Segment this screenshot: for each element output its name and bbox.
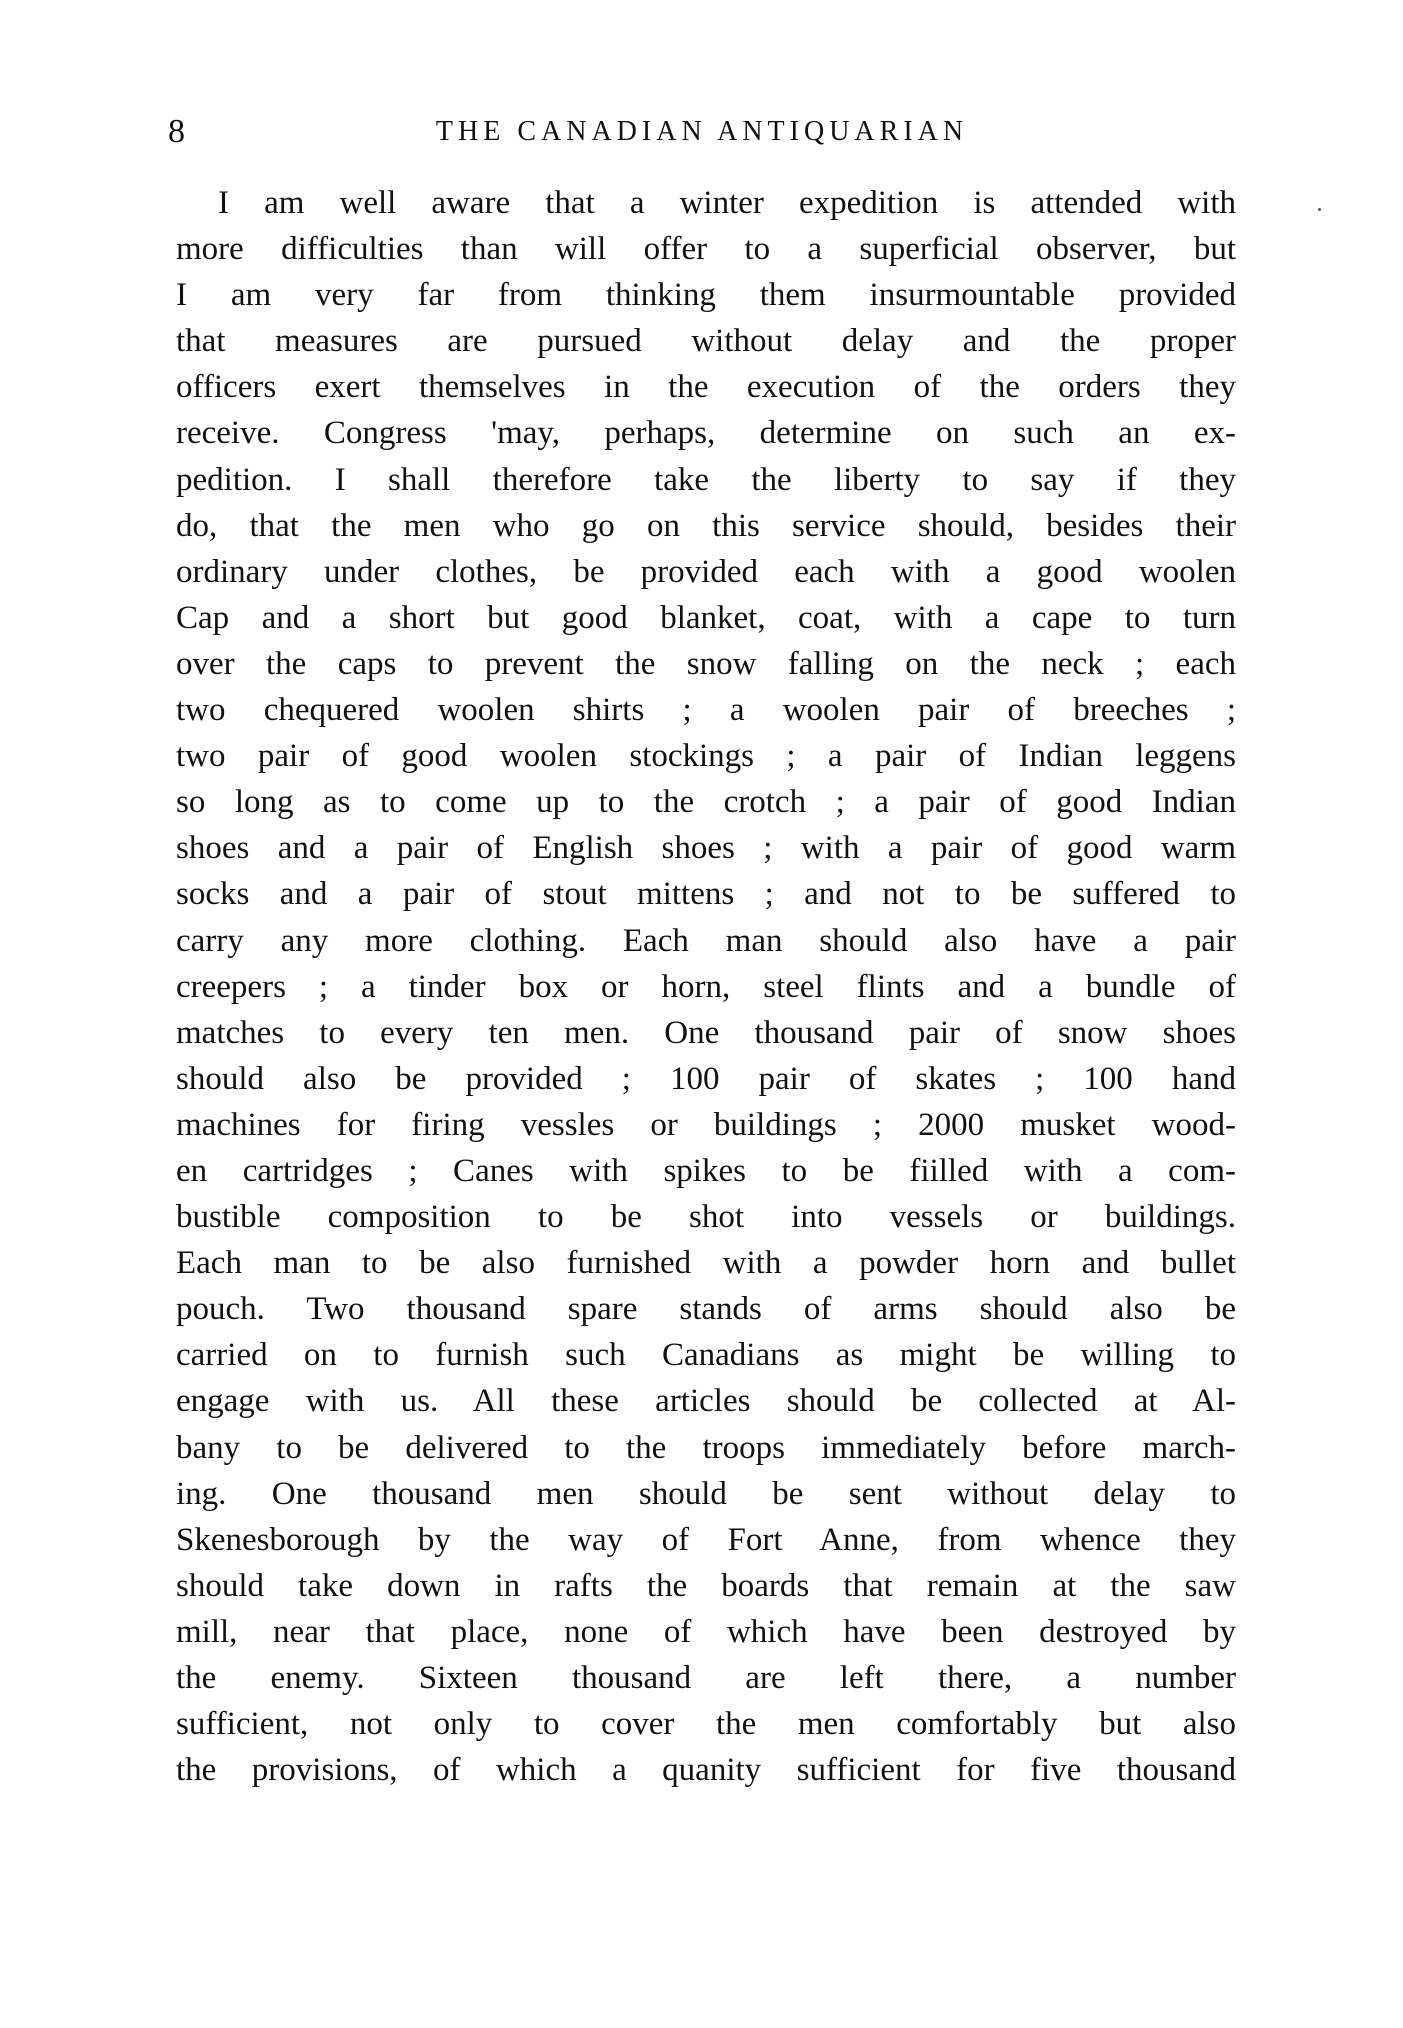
text-line: Cap and a short but good blanket, coat, with a cape to turn: [176, 599, 1236, 636]
text-line: socks and a pair of stout mittens ; and not to be suffered to: [176, 876, 1236, 913]
text-line: I am very far from thinking them insurmountable provided: [176, 277, 1236, 314]
text-line: carry any more clothing. Each man should also have a pair: [176, 922, 1236, 959]
page-number: 8: [168, 113, 186, 150]
text-line: I am well aware that a winter expedition is attended with: [218, 185, 1236, 221]
text-line: engage with us. All these articles should be collected at Al-: [176, 1383, 1236, 1420]
text-line: sufficient, not only to cover the men comfortably but also: [176, 1706, 1236, 1743]
text-line: two chequered woolen shirts ; a woolen pair of breeches ;: [176, 692, 1236, 729]
text-line: machines for firing vessles or buildings ; 2000 musket wood-: [176, 1106, 1236, 1143]
text-line: pedition. I shall therefore take the liberty to say if they: [176, 461, 1236, 498]
text-line: more difficulties than will offer to a superficial observer, but: [176, 231, 1236, 268]
text-line: en cartridges ; Canes with spikes to be fiilled with a com-: [176, 1152, 1236, 1189]
body-text: [176, 180, 1236, 1793]
text-line: mill, near that place, none of which have been destroyed by: [176, 1613, 1236, 1650]
text-line: pouch. Two thousand spare stands of arms should also be: [176, 1291, 1236, 1328]
text-line: matches to every ten men. One thousand pair of snow shoes: [176, 1014, 1236, 1051]
text-line: carried on to furnish such Canadians as might be willing to: [176, 1337, 1236, 1374]
text-line: Skenesborough by the way of Fort Anne, from whence they: [176, 1521, 1236, 1558]
text-line: over the caps to prevent the snow falling on the neck ; each: [176, 645, 1236, 682]
text-line: shoes and a pair of English shoes ; with a pair of good warm: [176, 830, 1236, 867]
text-line: officers exert themselves in the execution of the orders they: [176, 369, 1236, 406]
text-line: ing. One thousand men should be sent without delay to: [176, 1475, 1236, 1512]
text-line: ordinary under clothes, be provided each with a good woolen: [176, 553, 1236, 590]
text-line: the provisions, of which a quanity sufficient for five thousand: [176, 1752, 1236, 1789]
text-line: so long as to come up to the crotch ; a pair of good Indian: [176, 784, 1236, 821]
text-line: that measures are pursued without delay and the proper: [176, 323, 1236, 360]
text-line: two pair of good woolen stockings ; a pair of Indian leggens: [176, 738, 1236, 775]
text-line: Each man to be also furnished with a powder horn and bullet: [176, 1245, 1236, 1282]
print-speck: [1318, 208, 1321, 211]
text-line: do, that the men who go on this service should, besides their: [176, 507, 1236, 544]
text-line: the enemy. Sixteen thousand are left there, a number: [176, 1660, 1236, 1696]
text-line: receive. Congress 'may, perhaps, determine on such an ex-: [176, 415, 1236, 452]
text-line: bany to be delivered to the troops immediately before march-: [176, 1429, 1236, 1466]
text-line: bustible composition to be shot into vessels or buildings.: [176, 1199, 1236, 1236]
page-header: [168, 112, 1236, 152]
text-line: should also be provided ; 100 pair of skates ; 100 hand: [176, 1060, 1236, 1097]
running-head: THE CANADIAN ANTIQUARIAN: [435, 116, 969, 147]
text-line: creepers ; a tinder box or horn, steel flints and a bundle of: [176, 968, 1236, 1005]
text-line: should take down in rafts the boards that remain at the saw: [176, 1567, 1236, 1604]
